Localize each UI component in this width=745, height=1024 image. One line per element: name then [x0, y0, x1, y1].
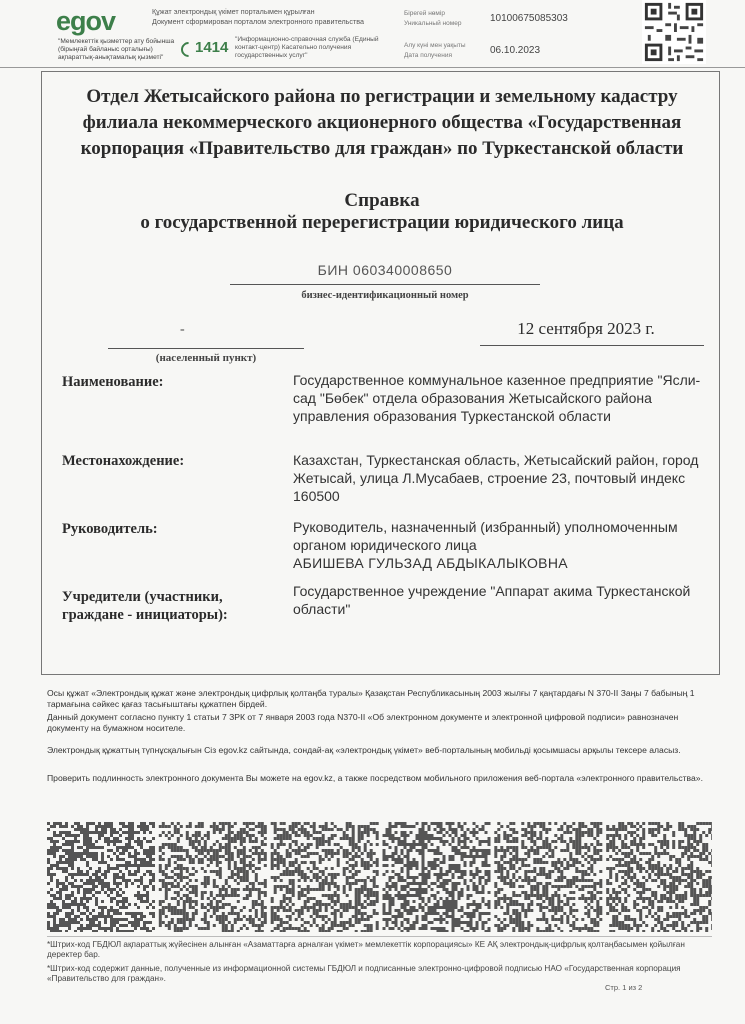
date-received-value: 06.10.2023 — [490, 45, 541, 56]
field-label-name: Наименование: — [62, 374, 164, 390]
contact-center-note: "Информационно-справочная служба (Единый контакт-центр) Касательно получения государственных услуг" — [235, 36, 379, 59]
unique-number-value: 10100675085303 — [490, 13, 568, 24]
issue-date: 12 сентября 2023 г. — [517, 319, 655, 338]
footer-divider — [47, 936, 712, 937]
legal-notice-kz: Осы құжат «Электрондық құжат және электрондық цифрлық қолтаңба туралы» Қазақстан Республикасының 2003 жылғы 7 қаңтардағы N 370-II Заңы 7 бабының 1 тармағына сәйкес қағаз тасығыштағы құжатпен бірдей. — [47, 688, 695, 709]
place-value: - — [180, 322, 185, 337]
place-underline — [108, 348, 304, 349]
page-number: Стр. 1 из 2 — [605, 983, 643, 992]
barcode-note-ru: *Штрих-код содержит данные, полученные из информационной системы ГБДЮЛ и подписанные электронно-цифровой подписью НАО «Государственная корпорация «Правительство для граждан». — [47, 964, 681, 983]
field-label-founders: Учредители (участники, граждане - инициаторы): — [62, 589, 228, 623]
portal-note-ru: Документ сформирован порталом электронного правительства — [152, 17, 365, 26]
barcode-note-kz: *Штрих-код ГБДЮЛ ақпараттық жүйесінен алынған «Азаматтарға арналған үкімет» мемлекеттік корпорациясы» КЕ АҚ электрондық-цифрлық қолтаңбасымен қойылған деректер бар. — [47, 940, 685, 959]
contact-phone: 1414 — [195, 39, 229, 56]
verification-note-ru: Проверить подлинность электронного документа Вы можете на egov.kz, а также посредством мобильного приложения веб-портала «электронного правительства». — [47, 773, 703, 783]
title-line-2: о государственной перерегистрации юридического лица — [140, 212, 624, 233]
document-title — [62, 190, 702, 234]
field-value-head: Руководитель, назначенный (избранный) уполномоченным органом юридического лица — [293, 519, 678, 553]
field-value-founders: Государственное учреждение "Аппарат акима Туркестанской области" — [293, 583, 691, 617]
verification-note-kz: Электрондық құжаттың түпнұсқалығын Сіз egov.kz сайтында, сондай-ақ «электрондық үкімет» веб-порталының мобильді қосымшасы арқылы тексере аласыз. — [47, 745, 681, 755]
head-full-name: АБИШЕВА ГУЛЬЗАД АБДЫКАЛЫКОВНА — [293, 555, 568, 571]
field-value-location: Казахстан, Туркестанская область, Жетысайский район, город Жетысай, улица Л.Мусабаев, строение 23, почтовый индекс 160500 — [293, 452, 699, 504]
unique-number-label-kz: Бірегей нөмір — [404, 10, 445, 17]
unique-number-label-ru: Уникальный номер — [404, 20, 462, 27]
bin-caption: бизнес-идентификационный номер — [301, 290, 469, 301]
legal-notice-ru: Данный документ согласно пункту 1 статьи 7 ЗРК от 7 января 2003 года N370-II «Об электронном документе и электронной цифровой подписи» равнозначен документу на бумажном носителе. — [47, 712, 679, 733]
bin-value: БИН 060340008650 — [317, 262, 453, 278]
logo-tagline: "Мемлекеттік қызметтер ату бойынша (бірыңғай байланыс орталығы) ақпараттық-анықтамалық қызметі" — [58, 38, 175, 61]
qr-code-icon — [641, 0, 707, 64]
header-divider — [0, 67, 745, 68]
date-underline — [480, 345, 704, 346]
field-value-name: Государственное коммунальное казенное предприятие "Ясли-сад "Бөбек" отдела образования Жетысайского района управления образования Туркестанской области — [293, 372, 701, 424]
field-label-head: Руководитель: — [62, 521, 158, 537]
field-label-location: Местонахождение: — [62, 453, 185, 469]
barcode-icon — [47, 822, 712, 932]
portal-note-kz: Құжат электрондық үкімет порталымен құрылған — [152, 7, 315, 16]
title-line-1: Справка — [344, 190, 420, 211]
egov-logo — [56, 6, 115, 37]
date-label-kz: Алу күні мен уақыты — [404, 42, 466, 49]
logo-text: egov — [56, 6, 116, 36]
bin-underline — [230, 284, 540, 285]
place-caption: (населенный пункт) — [155, 352, 257, 364]
date-label-ru: Дата получения — [404, 52, 452, 59]
issuing-organization: Отдел Жетысайского района по регистрации и земельному кадастру филиала некоммерческого акционерного общества «Государственная корпорация «Правительство для граждан» по Туркестанской области — [80, 86, 684, 159]
